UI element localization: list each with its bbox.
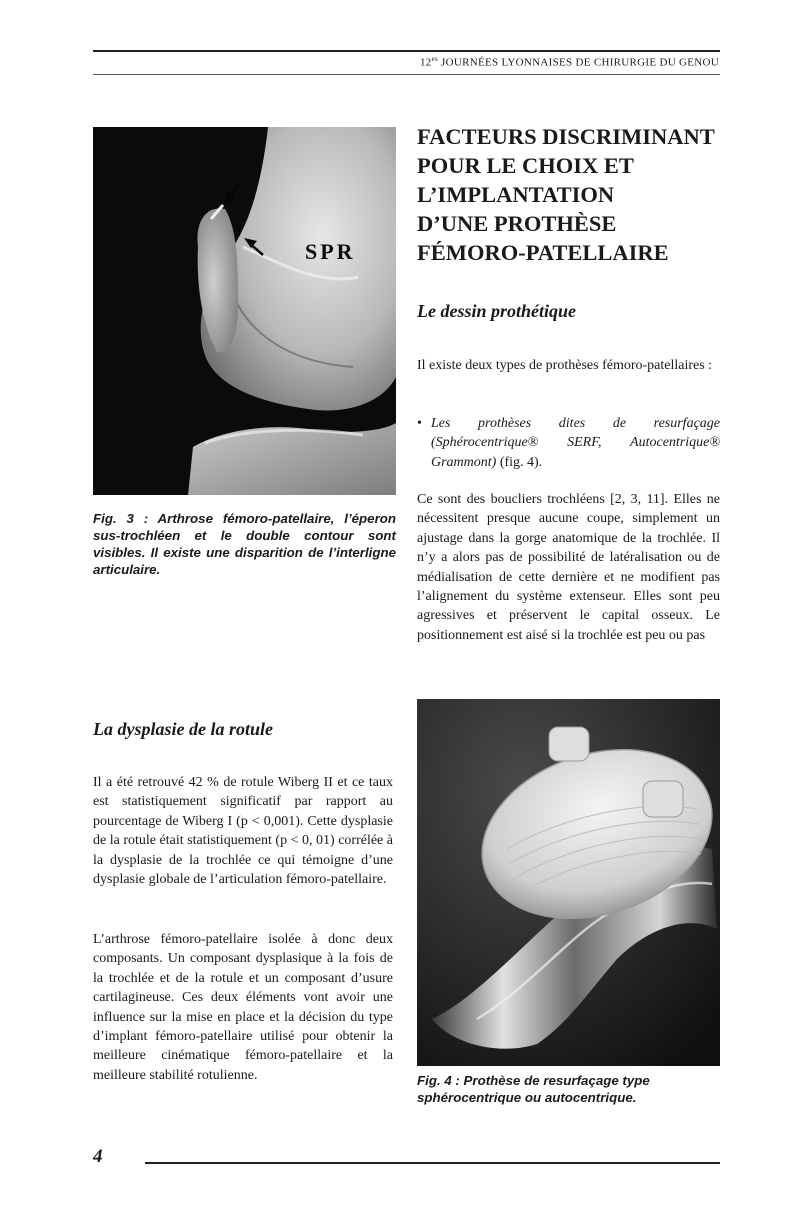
intro-paragraph: Il existe deux types de prothèses fémoro-patellaires : [417,358,713,373]
figure-3-xray [93,127,396,495]
title-line: FÉMORO-PATELLAIRE [417,240,669,265]
article-title [417,122,727,267]
figure-3-caption: Fig. 3 : Arthrose fémoro-patellaire, l’éperon sus-trochléen et le double contour sont visibles. Il existe une disparition de l’interligne articulaire. [93,511,396,577]
title-line: FACTEURS DISCRIMINANT [417,124,715,149]
section-heading-patella-dysplasia: La dysplasie de la rotule [93,719,273,739]
title-line: POUR LE CHOIX ET [417,153,634,178]
body-paragraph: Il a été retrouvé 42 % de rotule Wiberg II et ce taux est statistiquement significatif par rapport au pourcentage de Wiberg I (p < 0,001). Cette dysplasie de la rotule était statistiquement (p < 0, 01) corrélée à la dysplasie de la trochlée ce qui témoigne d’une dysplasie globale de l’articulation fémoro-patellaire. [93,775,393,888]
running-head: $12^{es}$ JOURNÉES LYONNAISES DE CHIRURGIE DU GENOU [419,55,719,69]
body-paragraph: Ce sont des boucliers trochléens [2, 3, 11]. Elles ne nécessitent presque aucune coupe, simplement un ajustage dans la gorge anatomique de la trochlée. Il n’y a alors pas de possibilité de latéralisation ou de médialisation de cette dernière et ne modifient pas l’alignement du système extenseur. Elles sont peu agressives et préservent le capital osseux. Le positionnement est aisé si la trochlée est peu ou pas [417,492,720,643]
prosthesis-illustration [417,699,720,1066]
header-rule-thick [93,50,720,52]
figure-4-caption: Fig. 4 : Prothèse de resurfaçage type sphérocentrique ou autocentrique. [417,1073,650,1105]
bullet-italic-text: Les prothèses dites de resurfaçage (Sphérocentrique® SERF, Autocentrique® Grammont) [431,416,720,470]
xray-label: SPR [305,239,356,264]
figure-4-prosthesis-photo [417,699,720,1066]
page-number: 4 [93,1146,103,1167]
section-heading-prosthetic-design: Le dessin prothétique [417,301,577,321]
header-rule-thin [93,74,720,75]
xray-illustration [93,127,396,495]
title-line: D’UNE PROTHÈSE [417,211,617,236]
body-paragraph: L’arthrose fémoro-patellaire isolée à donc deux composants. Un composant dysplasique à la fois de la trochlée et de la rotule et un composant d’usure cartilagineuse. Ces deux éléments vont avoir une influence sur la mise en place et la décision du type d’implant fémoro-patellaire utilisé pour obtenir la meilleure cinématique fémoro-patellaire et la meilleure stabilité rotulienne. [93,932,393,1083]
bullet-reference: (fig. 4). [496,454,543,470]
title-line: L’IMPLANTATION [417,182,615,207]
bullet-item [417,414,720,472]
footer-rule [145,1162,720,1164]
bullet-symbol: • [417,416,422,431]
